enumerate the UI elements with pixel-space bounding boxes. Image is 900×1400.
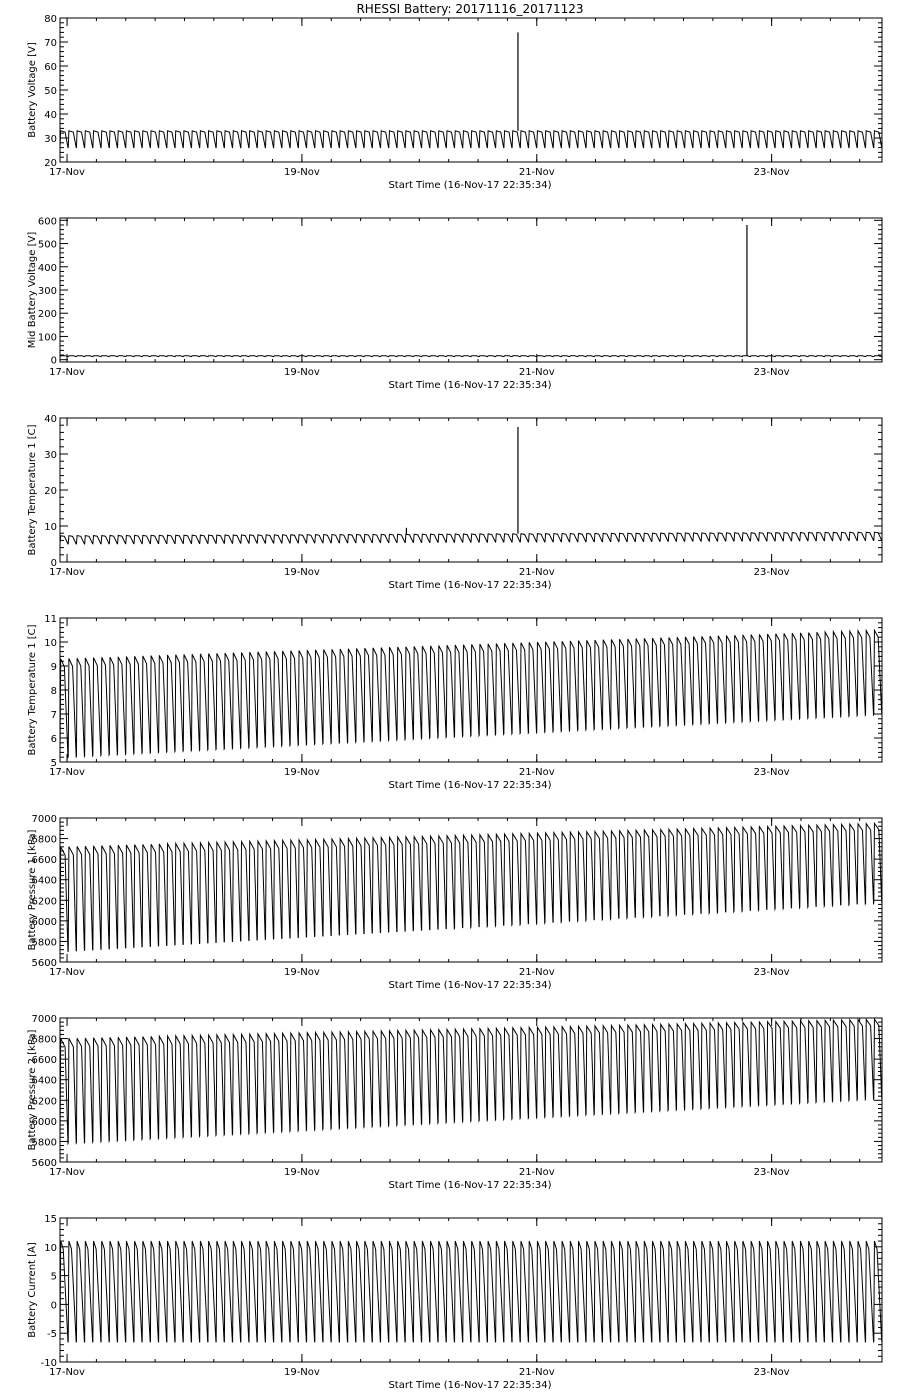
y-tick-label: 80 xyxy=(44,14,57,25)
y-tick-label: 6800 xyxy=(31,834,57,846)
y-tick-label: -10 xyxy=(40,1358,57,1369)
y-tick-label: -5 xyxy=(47,1329,57,1341)
chart-panel-5 xyxy=(27,814,882,991)
series-line xyxy=(60,532,882,544)
y-tick-label: 7000 xyxy=(31,1014,57,1025)
y-axis-label: Battery Voltage [V] xyxy=(27,42,38,138)
x-axis-label: Start Time (16-Nov-17 22:35:34) xyxy=(388,1180,552,1191)
y-tick-label: 40 xyxy=(44,414,57,425)
x-tick-label: 21-Nov xyxy=(518,967,555,978)
y-tick-label: 10 xyxy=(44,522,57,533)
x-tick-label: 19-Nov xyxy=(283,567,320,578)
y-tick-label: 5600 xyxy=(31,1158,57,1169)
x-tick-label: 23-Nov xyxy=(753,967,790,978)
x-tick-label: 19-Nov xyxy=(283,967,320,978)
y-axis-label: Battery Temperature 1 [C] xyxy=(27,624,38,756)
x-tick-label: 19-Nov xyxy=(283,367,320,378)
y-tick-label: 6000 xyxy=(31,916,57,928)
y-tick-label: 6400 xyxy=(31,875,57,887)
y-tick-label: 9 xyxy=(50,662,57,673)
y-tick-label: 5600 xyxy=(31,958,57,969)
x-tick-label: 19-Nov xyxy=(283,767,320,778)
y-tick-label: 300 xyxy=(37,286,57,297)
y-tick-label: 50 xyxy=(44,86,57,97)
chart-panel-1 xyxy=(27,14,882,191)
y-tick-label: 400 xyxy=(37,262,57,274)
figure-title: RHESSI Battery: 20171116_20171123 xyxy=(356,2,584,16)
x-tick-label: 19-Nov xyxy=(283,1167,320,1178)
y-tick-label: 5 xyxy=(50,1271,57,1283)
y-tick-label: 10 xyxy=(44,638,57,649)
y-tick-label: 5800 xyxy=(31,1137,57,1149)
x-tick-label: 19-Nov xyxy=(283,167,320,178)
y-tick-label: 15 xyxy=(44,1214,57,1225)
x-tick-label: 23-Nov xyxy=(753,367,790,378)
y-tick-label: 200 xyxy=(37,309,57,321)
x-tick-label: 23-Nov xyxy=(753,767,790,778)
y-tick-label: 6800 xyxy=(31,1034,57,1046)
y-tick-label: 6200 xyxy=(31,896,57,908)
x-tick-label: 17-Nov xyxy=(49,367,85,378)
x-tick-label: 19-Nov xyxy=(283,1367,320,1378)
series-line xyxy=(60,356,882,357)
x-tick-label: 23-Nov xyxy=(753,1167,790,1178)
chart-panel-3 xyxy=(27,414,882,591)
x-tick-label: 17-Nov xyxy=(49,167,85,178)
series-line xyxy=(60,1241,882,1342)
y-tick-label: 7000 xyxy=(31,814,57,825)
y-tick-label: 100 xyxy=(37,332,57,344)
y-tick-label: 6 xyxy=(50,734,57,745)
y-tick-label: 600 xyxy=(37,216,57,228)
x-axis-label: Start Time (16-Nov-17 22:35:34) xyxy=(388,780,552,791)
chart-panel-7 xyxy=(27,1214,882,1391)
y-tick-label: 5800 xyxy=(31,937,57,949)
x-tick-label: 21-Nov xyxy=(518,1167,555,1178)
x-axis-label: Start Time (16-Nov-17 22:35:34) xyxy=(388,980,552,991)
x-tick-label: 23-Nov xyxy=(753,167,790,178)
x-tick-label: 17-Nov xyxy=(49,1367,85,1378)
x-tick-label: 21-Nov xyxy=(518,167,555,178)
x-axis-label: Start Time (16-Nov-17 22:35:34) xyxy=(388,380,552,391)
x-tick-label: 21-Nov xyxy=(518,367,555,378)
y-tick-label: 5 xyxy=(50,758,57,769)
series-line xyxy=(60,131,882,148)
x-axis-label: Start Time (16-Nov-17 22:35:34) xyxy=(388,580,552,591)
series-line xyxy=(60,823,882,951)
y-tick-label: 8 xyxy=(50,686,57,697)
y-tick-label: 6200 xyxy=(31,1096,57,1108)
x-tick-label: 21-Nov xyxy=(518,567,555,578)
x-axis-label: Start Time (16-Nov-17 22:35:34) xyxy=(388,1380,552,1391)
y-tick-label: 6400 xyxy=(31,1075,57,1087)
y-tick-label: 6600 xyxy=(31,855,57,867)
y-tick-label: 11 xyxy=(44,614,57,625)
y-tick-label: 0 xyxy=(50,558,57,569)
y-tick-label: 7 xyxy=(50,710,57,721)
y-tick-label: 30 xyxy=(44,134,57,145)
x-tick-label: 23-Nov xyxy=(753,567,790,578)
x-tick-label: 23-Nov xyxy=(753,1367,790,1378)
y-tick-label: 500 xyxy=(37,239,57,251)
series-line xyxy=(60,630,882,757)
x-axis-label: Start Time (16-Nov-17 22:35:34) xyxy=(388,180,552,191)
y-tick-label: 20 xyxy=(44,486,57,497)
series-line xyxy=(60,1019,882,1143)
x-tick-label: 17-Nov xyxy=(49,1167,85,1178)
x-tick-label: 17-Nov xyxy=(49,567,85,578)
y-tick-label: 0 xyxy=(50,355,57,367)
x-tick-label: 21-Nov xyxy=(518,767,555,778)
y-axis-label: Battery Pressure 2 [kPa] xyxy=(27,1029,38,1151)
y-axis-label: Battery Temperature 1 [C] xyxy=(27,424,38,556)
x-tick-label: 17-Nov xyxy=(49,967,85,978)
x-tick-label: 21-Nov xyxy=(518,1367,555,1378)
y-axis-label: Mid Battery Voltage [V] xyxy=(27,231,38,349)
y-tick-label: 30 xyxy=(44,450,57,461)
y-tick-label: 6600 xyxy=(31,1055,57,1067)
y-tick-label: 20 xyxy=(44,158,57,169)
y-axis-label: Battery Pressure 1 [kPa] xyxy=(27,829,38,951)
y-tick-label: 60 xyxy=(44,62,57,73)
y-tick-label: 70 xyxy=(44,38,57,49)
chart-panel-4 xyxy=(27,614,882,791)
y-tick-label: 6000 xyxy=(31,1116,57,1128)
y-tick-label: 40 xyxy=(44,110,57,121)
y-tick-label: 10 xyxy=(44,1242,57,1254)
x-tick-label: 17-Nov xyxy=(49,767,85,778)
plot-frame xyxy=(60,218,882,362)
chart-panel-2 xyxy=(27,216,882,391)
chart-panel-6 xyxy=(27,1014,882,1191)
y-tick-label: 0 xyxy=(50,1300,57,1312)
y-axis-label: Battery Current [A] xyxy=(27,1242,38,1338)
